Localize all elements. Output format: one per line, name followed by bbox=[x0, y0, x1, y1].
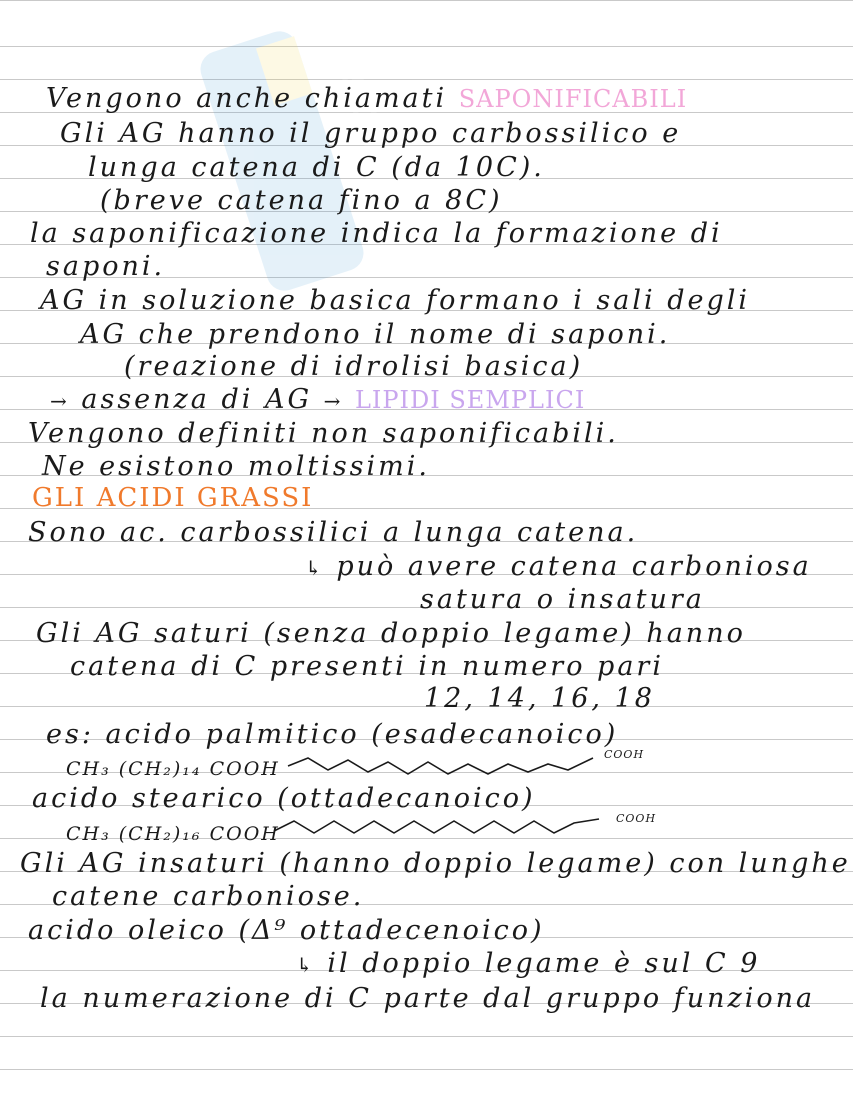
line-22: catene carboniose. bbox=[52, 881, 365, 912]
formula-stearico: CH₃ (CH₂)₁₆ COOH bbox=[66, 823, 280, 845]
cooh-label-1: COOH bbox=[604, 748, 645, 761]
line-8: AG che prendono il nome di saponi. bbox=[80, 319, 671, 350]
line-1: Vengono anche chiamati SAPONIFICABILI bbox=[46, 83, 688, 114]
line-12: Ne esistono moltissimi. bbox=[42, 451, 430, 482]
arrow-icon: ↳ bbox=[296, 953, 316, 977]
line-7: AG in soluzione basica formano i sali degli bbox=[40, 285, 751, 316]
line-14: ↳ può avere catena carboniosa bbox=[305, 551, 812, 582]
highlight-saponificabili: SAPONIFICABILI bbox=[458, 85, 688, 113]
line-16: Gli AG saturi (senza doppio legame) hanno bbox=[36, 618, 746, 649]
line-4: (breve catena fino a 8C) bbox=[100, 185, 503, 216]
line-24: ↳ il doppio legame è sul C 9 bbox=[296, 948, 761, 979]
formula-palmitico: CH₃ (CH₂)₁₄ COOH bbox=[66, 758, 280, 780]
line-3: lunga catena di C (da 10C). bbox=[88, 152, 545, 183]
zigzag-chain-stearic bbox=[274, 815, 604, 839]
line-10: → assenza di AG → LIPIDI SEMPLICI bbox=[50, 384, 586, 415]
line-18: 12, 14, 16, 18 bbox=[424, 683, 655, 714]
arrow-icon: → bbox=[323, 389, 344, 413]
line-9: (reazione di idrolisi basica) bbox=[124, 351, 584, 382]
line-2: Gli AG hanno il gruppo carbossilico e bbox=[60, 118, 682, 149]
line-19: es: acido palmitico (esadecanoico) bbox=[46, 719, 619, 750]
line-21: Gli AG insaturi (hanno doppio legame) con lunghe bbox=[20, 848, 851, 879]
cooh-label-2: COOH bbox=[616, 812, 657, 825]
arrow-icon: → bbox=[50, 389, 70, 413]
highlight-lipidi-semplici: LIPIDI SEMPLICI bbox=[354, 386, 586, 414]
line-23: acido oleico (Δ⁹ ottadecenoico) bbox=[28, 915, 545, 946]
line-17: catena di C presenti in numero pari bbox=[70, 651, 664, 682]
line-6: saponi. bbox=[46, 251, 166, 282]
svg-text:Skuola: Skuola bbox=[324, 53, 415, 212]
line-20: acido stearico (ottadecanoico) bbox=[32, 783, 536, 814]
line-15: satura o insatura bbox=[420, 584, 705, 615]
zigzag-chain-palmitic bbox=[288, 752, 598, 776]
heading-acidi-grassi: GLI ACIDI GRASSI bbox=[32, 483, 314, 513]
line-5: la saponificazione indica la formazione di bbox=[30, 218, 723, 249]
arrow-icon: ↳ bbox=[305, 556, 325, 580]
line-25: la numerazione di C parte dal gruppo funziona bbox=[40, 983, 816, 1014]
line-11: Vengono definiti non saponificabili. bbox=[28, 418, 619, 449]
line-13: Sono ac. carbossilici a lunga catena. bbox=[28, 517, 639, 548]
